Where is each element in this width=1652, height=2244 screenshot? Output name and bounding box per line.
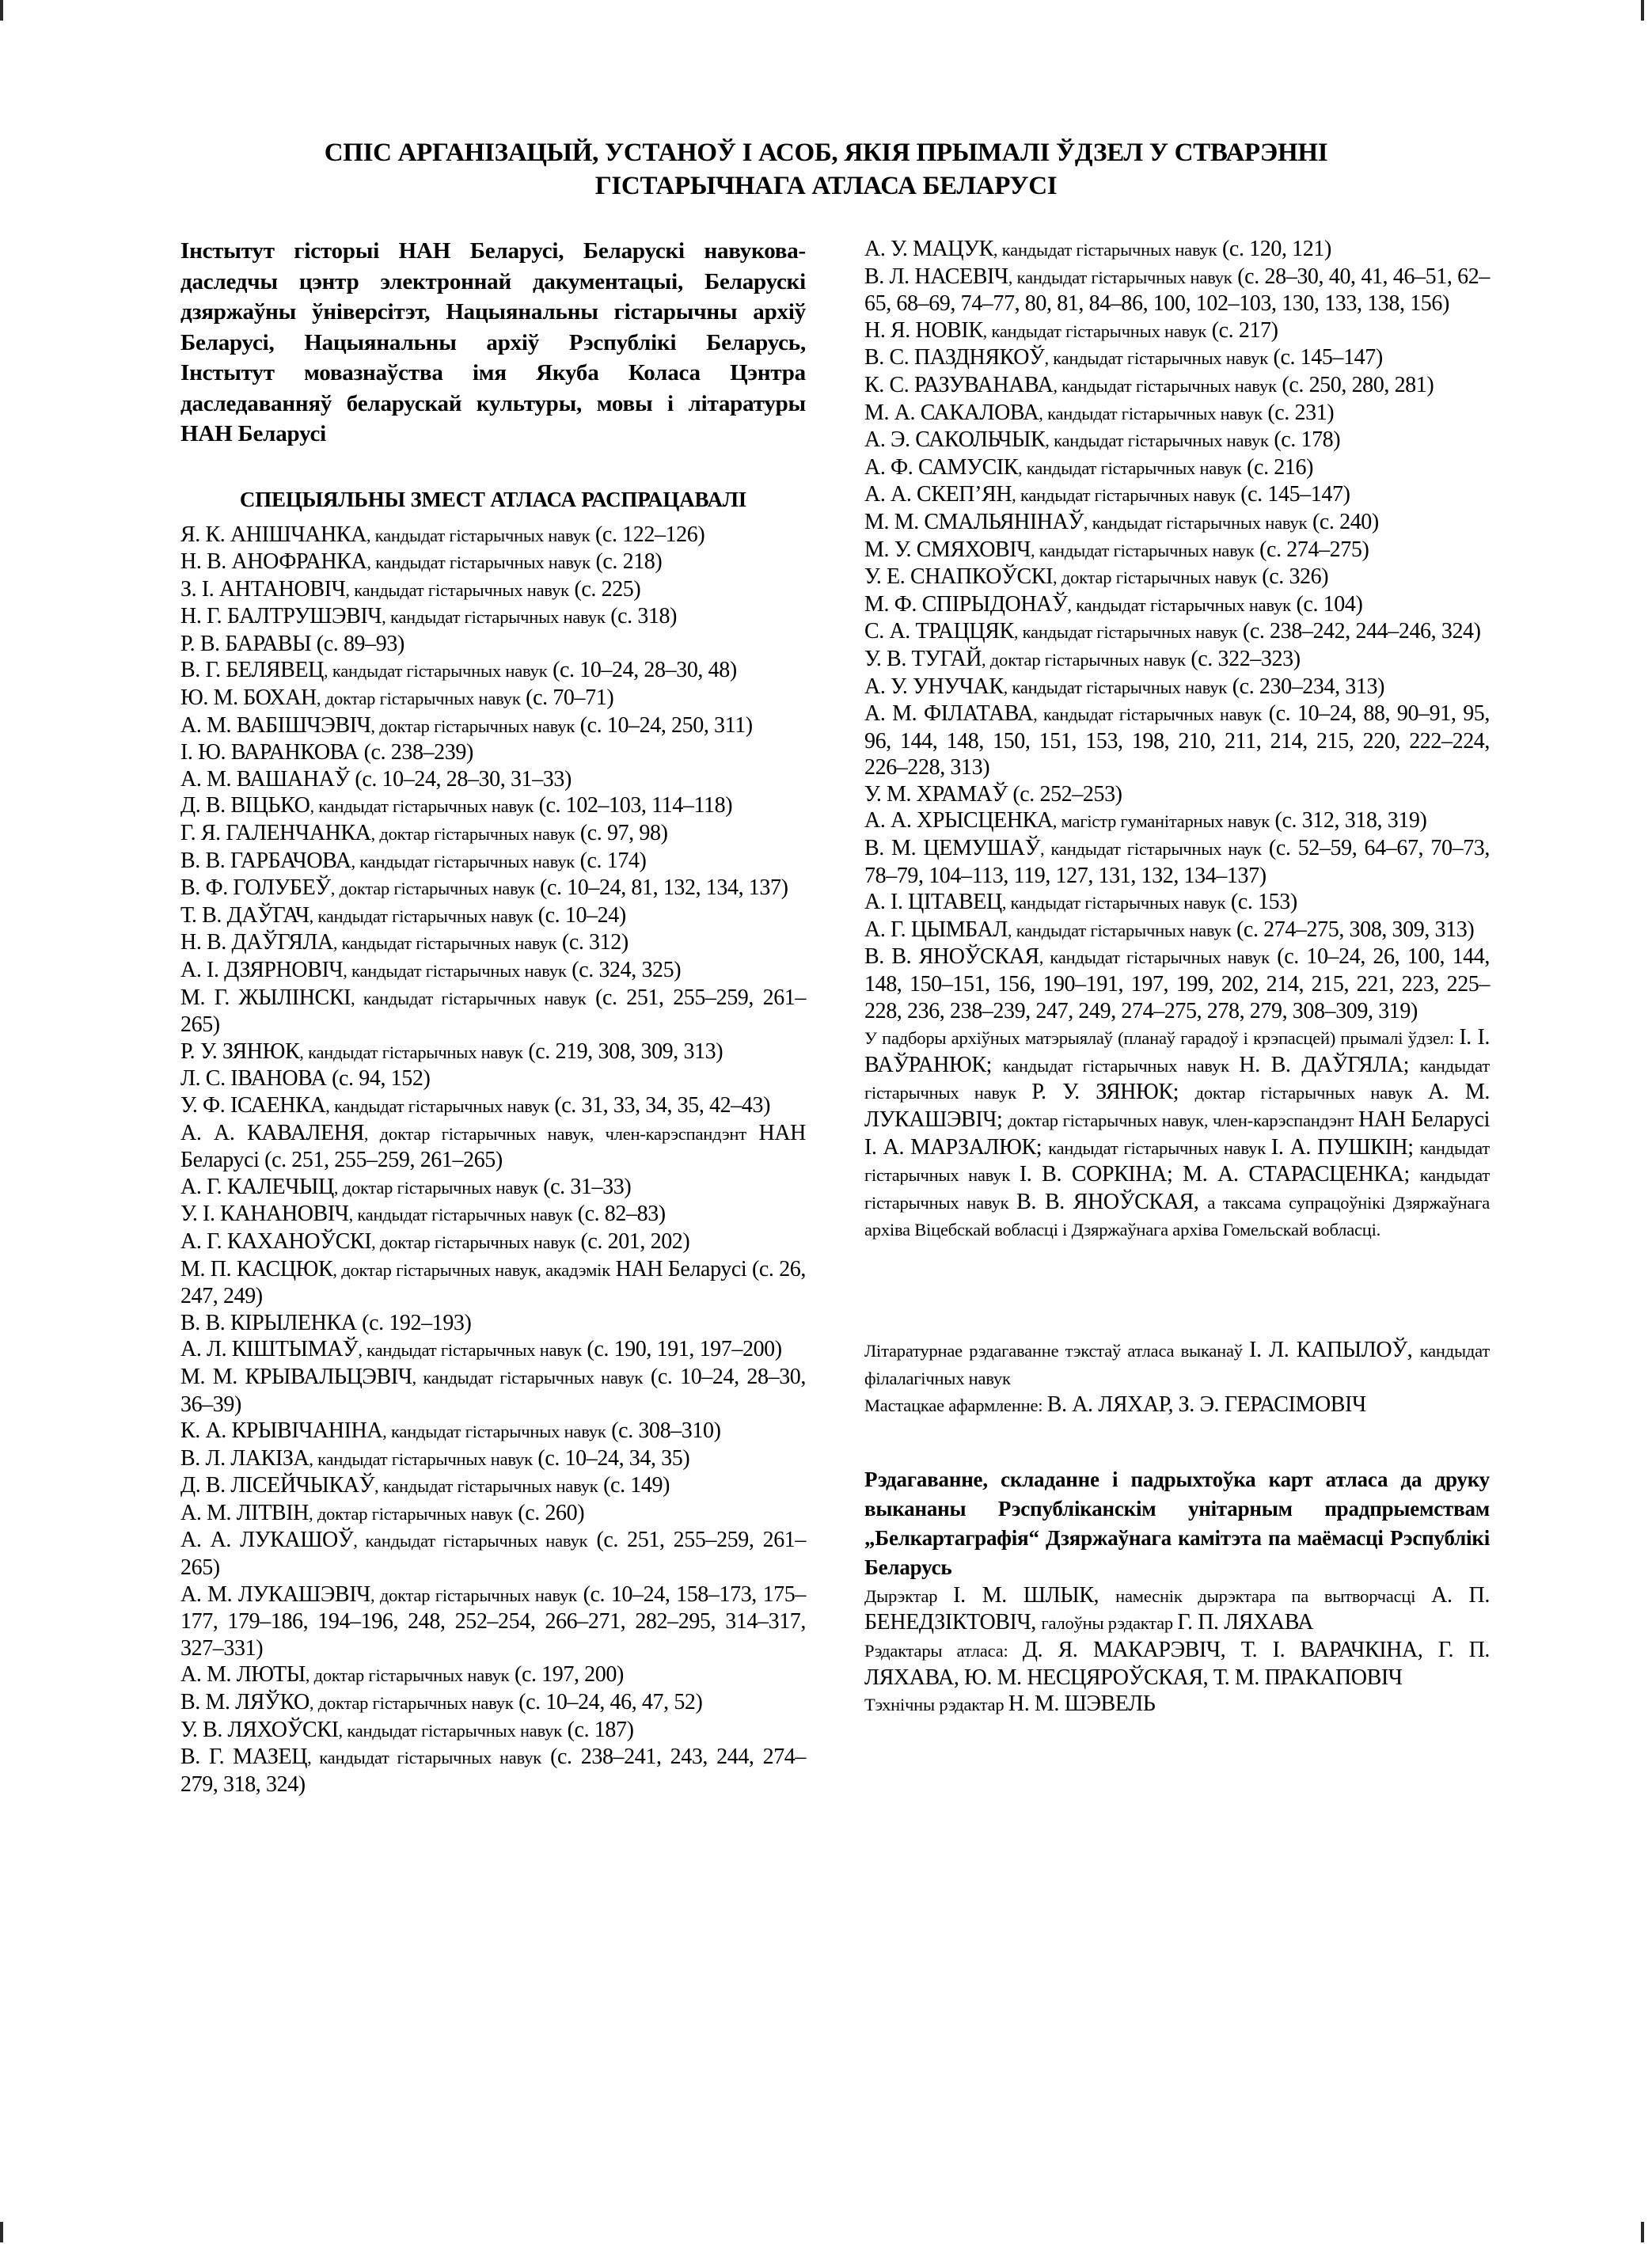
contributor-name: У. В. ТУГАЙ xyxy=(864,646,982,671)
contributor-role: , кандыдат гістарычных навук xyxy=(374,1476,598,1497)
text-segment: кандыдат гістарычных навук xyxy=(864,1137,1490,1186)
contributor-pages: (с. 251, 255–259, 261–265) xyxy=(180,985,806,1038)
contributor-entry xyxy=(180,792,806,820)
contributor-name: А. А. КАВАЛЕНЯ xyxy=(180,1120,364,1145)
contributor-role: , кандыдат гістарычных навук xyxy=(1012,485,1236,506)
contributor-pages: (с. 10–24, 28–30, 36–39) xyxy=(180,1364,806,1417)
contributor-role: , кандыдат гістарычных навук xyxy=(351,988,587,1008)
text-segment: кандыдат гістарычных навук xyxy=(1002,1055,1240,1076)
contributor-entry xyxy=(180,1418,806,1445)
contributor-role: , кандыдат гістарычных навук xyxy=(351,851,575,871)
contributor-pages: (с. 230–234, 313) xyxy=(1227,674,1385,699)
contributor-name: Н. Я. НОВІК xyxy=(864,317,983,343)
contributor-pages: (с. 153) xyxy=(1225,890,1297,915)
contributor-name: М. Ф. СПІРЫДОНАЎ xyxy=(864,591,1068,617)
contributor-name: Н. В. АНОФРАНКА xyxy=(180,549,367,575)
contributor-entry xyxy=(180,739,806,766)
contributor-entry xyxy=(180,712,806,740)
crop-mark-top-right xyxy=(1641,0,1644,21)
contributor-pages: (с. 260) xyxy=(512,1500,585,1525)
contributor-pages: (с. 10–24, 81, 132, 134, 137) xyxy=(534,875,788,901)
left-column xyxy=(180,236,806,1798)
contributor-entry xyxy=(180,549,806,576)
contributor-name: А. У. МАЦУК xyxy=(864,237,993,261)
contributor-role: , кандыдат гістарычных навук xyxy=(982,321,1207,341)
contributor-entry xyxy=(180,1228,806,1256)
contributor-entry xyxy=(180,820,806,848)
contributor-entry xyxy=(864,917,1490,944)
contributor-name: А. М. ЛЮТЫ xyxy=(180,1662,306,1688)
contributor-name: В. В. ЯНОЎСКАЯ xyxy=(864,944,1039,970)
contributor-role: , кандыдат гістарычных навук xyxy=(1013,622,1238,643)
contributor-entry xyxy=(864,591,1490,619)
text-segment: кандыдат гістарычных навук xyxy=(1048,1137,1271,1158)
contributor-pages: (с. 238–242, 244–246, 324) xyxy=(1237,619,1481,644)
contributor-name: Г. Я. ГАЛЕНЧАНКА xyxy=(180,821,371,846)
contributor-name: Н. Г. БАЛТРУШЭВІЧ xyxy=(180,604,382,629)
contributor-pages: (с. 52–59, 64–67, 70–73, 78–79, 104–113, 119, 127, 131, 132, 134–137) xyxy=(864,836,1490,888)
contributor-role: , кандыдат гістарычных навук xyxy=(382,607,606,628)
contributor-name: А. М. ВАБІШЧЭВІЧ xyxy=(180,712,371,738)
contributor-role: , кандыдат гістарычных навук xyxy=(366,552,591,573)
text-segment: Рэдактары атласа: xyxy=(864,1640,1023,1661)
contributor-pages: (с. 89–93) xyxy=(311,631,404,656)
contributor-name: Д. В. ЛІСЕЙЧЫКАЎ xyxy=(180,1473,375,1498)
contributor-name: А. М. ЛУКАШЭВІЧ xyxy=(180,1581,370,1607)
contributor-pages: (с. 10–24, 28–30, 48) xyxy=(547,658,737,683)
contributor-pages: (с. 10–24) xyxy=(533,902,626,928)
contributor-role: , доктар гістарычных навук xyxy=(309,1693,514,1714)
text-segment: І. А. ПУШКІН; xyxy=(1270,1134,1420,1160)
contributor-name: В. В. КІРЫЛЕНКА xyxy=(180,1310,357,1335)
contributor-entry xyxy=(180,1527,806,1581)
contributor-name: А. Л. КІШТЫМАЎ xyxy=(180,1337,359,1362)
contributor-pages: (с. 145–147) xyxy=(1235,482,1350,507)
contributor-pages: (с. 104) xyxy=(1290,591,1363,617)
contributor-name: С. А. ТРАЦЦЯК xyxy=(864,619,1014,644)
text-segment: Літаратурнае рэдагаванне тэкстаў атласа выканаў xyxy=(864,1340,1250,1361)
text-segment: І. В. СОРКІНА; М. А. СТАРАСЦЕНКА; xyxy=(1019,1162,1420,1187)
text-segment: кандыдат філалагічных навук xyxy=(864,1340,1490,1388)
contributor-name: А. А. ЛУКАШОЎ xyxy=(180,1528,354,1553)
contributor-role: , кандыдат гістарычных навук xyxy=(993,240,1217,260)
contributor-role: , кандыдат гістарычных навук xyxy=(358,1340,582,1361)
text-segment: А. М. ЛУКАШЭВІЧ; xyxy=(864,1080,1490,1132)
contributor-pages: (с. 252–253) xyxy=(1007,781,1122,807)
contributor-name: М. А. САКАЛОВА xyxy=(864,400,1039,425)
contributor-pages: (с. 178) xyxy=(1268,427,1341,453)
contributor-entry xyxy=(180,1744,806,1798)
contributor-pages: (с. 122–126) xyxy=(590,522,705,547)
contributor-entry xyxy=(864,427,1490,454)
contributor-pages: (с. 82–83) xyxy=(572,1202,666,1227)
contributor-pages: (с. 238–239) xyxy=(359,740,473,765)
contributor-entry xyxy=(864,344,1490,372)
contributor-entry xyxy=(180,576,806,604)
contributor-entry xyxy=(180,657,806,685)
contributor-entry xyxy=(180,766,806,793)
contributor-name: А. У. УНУЧАК xyxy=(864,674,1004,699)
contributor-name: А. М. ЛІТВІН xyxy=(180,1500,309,1525)
contributor-name: В. М. ЛЯЎКО xyxy=(180,1690,310,1715)
contributor-entry xyxy=(180,875,806,902)
contributor-pages: (с. 251, 255–259, 261–265) xyxy=(180,1528,807,1581)
contributor-role: , кандыдат гістарычных навук xyxy=(323,661,548,682)
contributor-entry xyxy=(864,618,1490,646)
crop-mark-top-left xyxy=(0,0,3,21)
contributor-pages: (с. 10–24, 28–30, 31–33) xyxy=(349,766,572,792)
contributor-entry xyxy=(864,889,1490,917)
contributor-role: , кандыдат гістарычных навук xyxy=(325,1095,549,1116)
contributor-pages: (с. 308–310) xyxy=(606,1418,721,1444)
contributor-role: , кандыдат гістарычных навук xyxy=(1003,677,1228,697)
contributor-pages: (с. 174) xyxy=(575,848,647,873)
contributor-entry xyxy=(864,835,1490,889)
contributor-entry xyxy=(864,264,1490,317)
text-segment: НАН Беларусі І. А. МАРЗАЛЮК; xyxy=(864,1107,1490,1160)
contributor-name: А. Ф. САМУСІК xyxy=(864,454,1019,480)
contributor-pages: (с. 10–24, 250, 311) xyxy=(575,712,753,738)
contributor-pages: (с. 197, 200) xyxy=(509,1662,624,1688)
contributor-role: , доктар гістарычных навук xyxy=(1053,568,1257,588)
contributor-pages: (с. 10–24, 34, 35) xyxy=(532,1445,690,1471)
contributor-pages: (с. 238–241, 243, 244, 274–279, 318, 324) xyxy=(180,1745,807,1797)
text-segment: Р. У. ЗЯНЮК; xyxy=(1031,1080,1195,1105)
contributor-pages: (с. 70–71) xyxy=(520,685,614,711)
contributor-entry xyxy=(180,1717,806,1745)
contributor-name: А. М. ФІЛАТАВА xyxy=(864,701,1034,727)
contributor-name: Я. К. АНІШЧАНКА xyxy=(180,522,366,547)
contributor-name: К. С. РАЗУВАНАВА xyxy=(864,372,1054,397)
contributor-pages: (с. 318) xyxy=(605,604,678,629)
contributor-pages: (с. 312) xyxy=(556,930,629,955)
text-segment: А. П. БЕНЕДЗІКТОВІЧ, xyxy=(864,1582,1490,1635)
contributor-entry xyxy=(864,372,1490,400)
contributor-entry xyxy=(864,317,1490,345)
contributor-entry xyxy=(180,1661,806,1689)
contributor-role: , кандыдат гістарычных навук xyxy=(338,1720,563,1741)
contributor-affiliation: НАН Беларусі xyxy=(610,1256,747,1281)
contributor-role: , кандыдат гістарычных навук xyxy=(1067,594,1291,615)
crop-mark-bottom-right xyxy=(1641,2222,1644,2242)
contributor-name: В. В. ГАРБАЧОВА xyxy=(180,848,351,873)
spacer xyxy=(864,1419,1490,1465)
text-segment: Д. Я. МАКАРЭВІЧ, Т. І. ВАРАЧКІНА, Г. П. ЛЯХАВА, Ю. М. НЕСЦЯРОЎСКАЯ, Т. М. ПРАКАПОВІЧ xyxy=(864,1637,1490,1690)
text-segment: Мастацкае афармленне: xyxy=(864,1395,1047,1416)
contributor-role: , доктар гістарычных навук, акадэмік xyxy=(332,1259,610,1280)
contributor-role: , доктар гістарычных навук xyxy=(371,1232,575,1252)
contributor-entry xyxy=(864,537,1490,564)
contributor-entry xyxy=(180,1364,806,1418)
contributor-pages: (с. 231) xyxy=(1262,400,1335,425)
contributor-name: Т. В. ДАЎГАЧ xyxy=(180,902,310,928)
contributor-name: У. І. КАНАНОВІЧ xyxy=(180,1202,349,1227)
contributor-name: В. С. ПАЗДНЯКОЎ xyxy=(864,345,1045,370)
contributor-role: , кандыдат гістарычных навук xyxy=(343,961,567,981)
contributor-role: , кандыдат гістарычных навук xyxy=(332,933,557,954)
contributor-entry xyxy=(180,1581,806,1662)
contributor-name: Ю. М. БОХАН xyxy=(180,685,317,711)
contributor-entry xyxy=(180,1120,806,1174)
page-title xyxy=(0,136,1652,203)
contributor-name: В. Л. ЛАКІЗА xyxy=(180,1445,310,1471)
contributor-pages: (с. 312, 318, 319) xyxy=(1269,808,1427,833)
contributor-name: М. М. КРЫВАЛЬЦЭВІЧ xyxy=(180,1364,412,1389)
contributors-list-right xyxy=(864,236,1490,1024)
contributor-pages: (с. 218) xyxy=(590,549,663,575)
contributor-role: , кандыдат гістарычных навук xyxy=(310,796,534,817)
contributor-name: М. Г. ЖЫЛІНСКІ xyxy=(180,985,351,1010)
contributor-role: , кандыдат гістарычных навук xyxy=(1033,704,1262,725)
text-segment: намеснік дырэктара па вытворчасці xyxy=(1115,1585,1432,1606)
contributor-entry xyxy=(180,957,806,985)
contributor-role: , кандыдат гістарычных навук xyxy=(412,1367,644,1388)
contributor-pages: (с. 217) xyxy=(1206,317,1278,343)
contributor-pages: (с. 216) xyxy=(1241,454,1314,480)
text-segment: В. В. ЯНОЎСКАЯ, xyxy=(1016,1189,1208,1214)
crop-mark-bottom-left xyxy=(0,2222,3,2242)
publisher-paragraph: Рэдагаванне, складанне і падрыхтоўка карт атласа да друку выкананы Рэспубліканскім унітарным прадпрыемствам „Белкартаграфія“ Дзяржаўнага камітэта па маёмасці Рэспублікі Беларусь xyxy=(864,1467,1490,1579)
contributor-name: В. Ф. ГОЛУБЕЎ xyxy=(180,875,331,901)
contributor-name: В. Г. МАЗЕЦ xyxy=(180,1745,308,1770)
contributor-name: А. Э. САКОЛЬЧЫК xyxy=(864,427,1046,453)
contributor-role: , кандыдат гістарычных навук xyxy=(1031,540,1255,560)
contributor-entry xyxy=(180,1689,806,1717)
contributor-entry xyxy=(180,1445,806,1473)
contributors-list-left xyxy=(180,522,806,1798)
text-segment: галоўны рэдактар xyxy=(1041,1613,1178,1634)
contributor-name: В. Г. БЕЛЯВЕЦ xyxy=(180,658,324,683)
contributor-entry xyxy=(864,564,1490,591)
contributor-pages: (с. 240) xyxy=(1307,509,1379,534)
contributor-role: , кандыдат гістарычных навук xyxy=(382,1422,606,1442)
contributor-name: Л. С. ІВАНОВА xyxy=(180,1066,327,1092)
contributor-entry xyxy=(180,1065,806,1092)
contributor-name: А. Г. КАЛЕЧЫЦ xyxy=(180,1174,334,1199)
contributor-entry xyxy=(180,603,806,631)
director-paragraph xyxy=(864,1582,1490,1637)
text-segment: Н. М. ШЭВЕЛЬ xyxy=(1008,1692,1156,1717)
contributor-entry xyxy=(864,944,1490,1024)
contributor-role: , кандыдат гістарычных навук xyxy=(307,1748,542,1768)
text-segment: доктар гістарычных навук xyxy=(1194,1083,1428,1103)
contributor-name: А. А. ХРЫСЦЕНКА xyxy=(864,808,1053,833)
contributor-role: , доктар гістарычных навук xyxy=(370,716,575,736)
text-segment: Н. В. ДАЎГЯЛА; xyxy=(1239,1052,1420,1077)
right-column xyxy=(864,236,1490,1718)
contributor-role: , доктар гістарычных навук xyxy=(330,879,535,899)
contributor-entry xyxy=(180,522,806,549)
contributor-role: , кандыдат гістарычных навук xyxy=(1007,920,1232,940)
contributor-pages: (с. 250, 280, 281) xyxy=(1276,372,1434,397)
contributor-pages: (с. 31–33) xyxy=(537,1174,632,1199)
contributor-name: У. В. ЛЯХОЎСКІ xyxy=(180,1717,339,1742)
contributor-name: А. А. СКЕП’ЯН xyxy=(864,482,1012,507)
contributor-role: , кандыдат гістарычных навук xyxy=(1045,431,1269,451)
contributor-entry xyxy=(864,701,1490,781)
contributor-role: , кандыдат гістарычных навук xyxy=(1008,267,1232,287)
text-segment: В. А. ЛЯХАР, З. Э. ГЕРАСІМОВІЧ xyxy=(1046,1392,1366,1418)
art-design-paragraph xyxy=(864,1392,1490,1419)
contributor-role: , кандыдат гістарычных навук xyxy=(309,906,534,926)
contributor-name: А. Г. ЦЫМБАЛ xyxy=(864,917,1008,942)
contributor-entry xyxy=(180,1336,806,1364)
contributor-pages: (с. 149) xyxy=(598,1473,670,1498)
contributor-entry xyxy=(180,1472,806,1500)
technical-editor-paragraph xyxy=(864,1691,1490,1718)
contributor-pages: (с. 192–193) xyxy=(356,1310,472,1335)
contributor-pages: (с. 94, 152) xyxy=(326,1066,431,1092)
contributor-role: , кандыдат гістарычных навук xyxy=(345,579,569,600)
contributor-pages: (с. 28–30, 40, 41, 46–51, 62–65, 68–69, 74–77, 80, 81, 84–86, 100, 102–103, 130, 133, 138, 156) xyxy=(864,264,1490,317)
contributor-name: В. М. ЦЕМУШАЎ xyxy=(864,836,1041,861)
section-heading: СПЕЦЫЯЛЬНЫ ЗМЕСТ АТЛАСА РАСПРАЦАВАЛІ xyxy=(239,487,747,511)
contributor-name: А. Г. КАХАНОЎСКІ xyxy=(180,1228,372,1254)
institutions-intro: Інстытут гісторыі НАН Беларусі, Беларускі навукова-даследчы цэнтр электроннай дакументацыі, Беларускі дзяржаўны ўніверсітэт, Нацыянальны гістарычны архіў Беларусі, Нацыянальны архіў Рэспублікі Беларусь, Інстытут мовазнаўства імя Якуба Коласа Цэнтра даследаванняў беларускай культуры, мовы і літаратуры НАН Беларусі xyxy=(180,238,806,446)
contributor-pages: (с. 187) xyxy=(562,1717,634,1742)
contributor-pages: (с. 251, 255–259, 261–265) xyxy=(259,1148,503,1173)
contributor-name: А. І. ДЗЯРНОВІЧ xyxy=(180,958,344,982)
contributor-entry xyxy=(180,631,806,658)
contributor-entry xyxy=(864,674,1490,701)
text-segment: Тэхнічны рэдактар xyxy=(864,1695,1008,1715)
contributor-role: , кандыдат гістарычных навук xyxy=(1039,947,1270,968)
contributor-role: , доктар гістарычных навук xyxy=(316,689,521,709)
text-segment: кандыдат гістарычных навук xyxy=(864,1055,1491,1103)
contributor-name: В. Л. НАСЕВІЧ xyxy=(864,264,1008,289)
contributor-entry xyxy=(864,454,1490,482)
contributor-name: З. І. АНТАНОВІЧ xyxy=(180,576,346,602)
contributor-role: , кандыдат гістарычных навук xyxy=(1001,893,1226,913)
contributor-pages: (с. 31, 33, 34, 35, 42–43) xyxy=(549,1092,770,1118)
contributor-name: Р. У. ЗЯНЮК xyxy=(180,1038,300,1064)
text-segment: Дырэктар xyxy=(864,1585,954,1606)
contributor-entry xyxy=(180,1038,806,1066)
atlas-editors-paragraph xyxy=(864,1637,1490,1691)
contributor-role: , доктар гістарычных навук xyxy=(370,1585,577,1605)
contributor-name: У. М. ХРАМАЎ xyxy=(864,781,1008,807)
spacer xyxy=(864,1244,1490,1337)
text-segment: кандыдат гістарычных навук xyxy=(864,1165,1490,1213)
contributor-entry xyxy=(180,985,806,1038)
contributor-pages: (с. 322–323) xyxy=(1185,646,1301,671)
contributor-name: М. У. СМЯХОВІЧ xyxy=(864,537,1031,562)
contributor-name: У. Ф. ІСАЕНКА xyxy=(180,1092,326,1118)
literary-editing-paragraph xyxy=(864,1337,1490,1392)
contributor-entry xyxy=(180,848,806,875)
archival-credits-paragraph xyxy=(864,1024,1490,1244)
contributor-entry xyxy=(180,1201,806,1228)
contributor-affiliation: НАН Беларусі xyxy=(180,1120,806,1173)
contributor-role: , доктар гістарычных навук xyxy=(308,1503,513,1524)
text-segment: І. І. ВАЎРАНЮК; xyxy=(864,1025,1490,1077)
contributor-entry xyxy=(180,1174,806,1202)
contributor-entry xyxy=(864,236,1490,264)
page-title-line-1: СПІС АРГАНІЗАЦЫЙ, УСТАНОЎ І АСОБ, ЯКІЯ ПРЫМАЛІ ЎДЗЕЛ У СТВАРЭННІ xyxy=(324,139,1328,167)
contributor-role: , доктар гістарычных навук xyxy=(305,1665,510,1686)
contributor-role: , кандыдат гістарычных навук xyxy=(366,525,591,545)
contributor-pages: (с. 26, 247, 249) xyxy=(180,1256,806,1309)
contributor-pages: (с. 145–147) xyxy=(1267,345,1383,370)
contributor-entry xyxy=(864,781,1490,808)
contributor-name: М. П. КАСЦЮК xyxy=(180,1256,333,1281)
contributor-pages: (с. 10–24, 88, 90–91, 95, 96, 144, 148, 150, 151, 153, 198, 210, 211, 214, 215, 220, 222–224, 226–228, 313) xyxy=(864,701,1491,780)
contributor-pages: (с. 120, 121) xyxy=(1217,237,1331,261)
contributor-entry xyxy=(180,1256,806,1310)
text-segment: Г. П. ЛЯХАВА xyxy=(1177,1610,1314,1635)
contributor-role: , кандыдат гістарычных навук xyxy=(299,1042,523,1062)
contributor-role: , кандыдат гістарычных навук xyxy=(1044,348,1268,369)
contributor-role: , кандыдат гістарычных навук xyxy=(1053,375,1277,396)
contributor-role: , кандыдат гістарычных навук xyxy=(1083,512,1308,533)
contributor-pages: (с. 274–275) xyxy=(1254,537,1369,562)
contributor-name: Н. В. ДАЎГЯЛА xyxy=(180,930,333,955)
contributor-name: У. Е. СНАПКОЎСКІ xyxy=(864,564,1053,590)
text-segment: І. Л. КАПЫЛОЎ, xyxy=(1249,1337,1420,1362)
contributor-name: К. А. КРЫВІЧАНІНА xyxy=(180,1418,383,1444)
contributor-name: М. М. СМАЛЬЯНІНАЎ xyxy=(864,509,1084,534)
contributor-entry xyxy=(180,929,806,957)
contributor-entry xyxy=(180,1500,806,1528)
contributor-role: , доктар гістарычных навук xyxy=(370,824,575,845)
contributor-pages: (с. 274–275, 308, 309, 313) xyxy=(1231,917,1475,942)
contributor-role: , кандыдат гістарычных навук xyxy=(1018,458,1242,478)
contributor-name: А. І. ЦІТАВЕЦ xyxy=(864,890,1002,915)
contributor-name: А. М. ВАШАНАЎ xyxy=(180,766,350,792)
contributor-entry xyxy=(864,807,1490,835)
contributor-entry xyxy=(864,509,1490,537)
contributor-entry xyxy=(180,902,806,930)
text-segment: доктар гістарычных навук, член-карэспандэнт xyxy=(1008,1111,1359,1130)
page-title-line-2: ГІСТАРЫЧНАГА АТЛАСА БЕЛАРУСІ xyxy=(594,172,1058,200)
contributor-role: , кандыдат гістарычных навук xyxy=(309,1449,533,1469)
contributor-pages: (с. 225) xyxy=(568,576,641,602)
contributor-role: , магістр гуманітарных навук xyxy=(1052,811,1270,832)
contributor-pages: (с. 97, 98) xyxy=(575,821,668,846)
contributor-entry xyxy=(180,1310,806,1337)
contributor-entry xyxy=(864,646,1490,674)
contributor-entry xyxy=(864,481,1490,509)
contributor-pages: (с. 201, 202) xyxy=(575,1228,690,1254)
contributor-pages: (с. 324, 325) xyxy=(566,958,682,982)
contributor-entry xyxy=(180,685,806,712)
contributor-role: , доктар гістарычных навук xyxy=(333,1177,538,1198)
contributor-entry xyxy=(864,400,1490,427)
text-segment: У падборы архіўных матэрыялаў (планаў гарадоў і крэпасцей) прымалі ўдзел: xyxy=(864,1028,1460,1049)
contributor-pages: (с. 102–103, 114–118) xyxy=(533,793,733,818)
contributor-role: , доктар гістарычных навук xyxy=(982,649,1186,670)
contributor-pages: (с. 10–24, 46, 47, 52) xyxy=(513,1690,703,1715)
contributor-name: Д. В. ВІЦЬКО xyxy=(180,793,310,818)
contributor-role: , кандыдат гістарычных навук xyxy=(353,1531,588,1551)
contributor-role: , кандыдат гістарычных наук xyxy=(1040,839,1262,860)
contributor-pages: (с. 10–24, 26, 100, 144, 148, 150–151, 156, 190–191, 197, 199, 202, 214, 215, 221, 223, 225–228, 236, 238–239, 247, 249, 274–275, 278, 279, 308–309, 319) xyxy=(864,944,1490,1023)
contributor-pages: (с. 190, 191, 197–200) xyxy=(581,1337,782,1362)
contributor-name: І. Ю. ВАРАНКОВА xyxy=(180,740,359,765)
text-segment: І. М. ШЛЫК, xyxy=(953,1582,1116,1608)
contributor-pages: (с. 10–24, 158–173, 175–177, 179–186, 194–196, 248, 252–254, 266–271, 282–295, 314–317, 327–331) xyxy=(180,1581,806,1661)
text-segment: а таксама супрацоўнікі Дзяржаўнага архіва Віцебскай вобласці і Дзяржаўнага архіва Гомельскай вобласці. xyxy=(864,1192,1490,1240)
contributor-pages: (с. 219, 308, 309, 313) xyxy=(522,1038,723,1064)
contributor-role: , доктар гістарычных навук, член-карэспандэнт xyxy=(363,1123,746,1144)
contributor-entry xyxy=(180,1092,806,1120)
contributor-name: Р. В. БАРАВЫ xyxy=(180,631,312,656)
contributor-pages: (с. 326) xyxy=(1256,564,1329,590)
contributor-role: , кандыдат гістарычных навук xyxy=(1039,403,1263,423)
contributor-role: , кандыдат гістарычных навук xyxy=(348,1205,573,1225)
